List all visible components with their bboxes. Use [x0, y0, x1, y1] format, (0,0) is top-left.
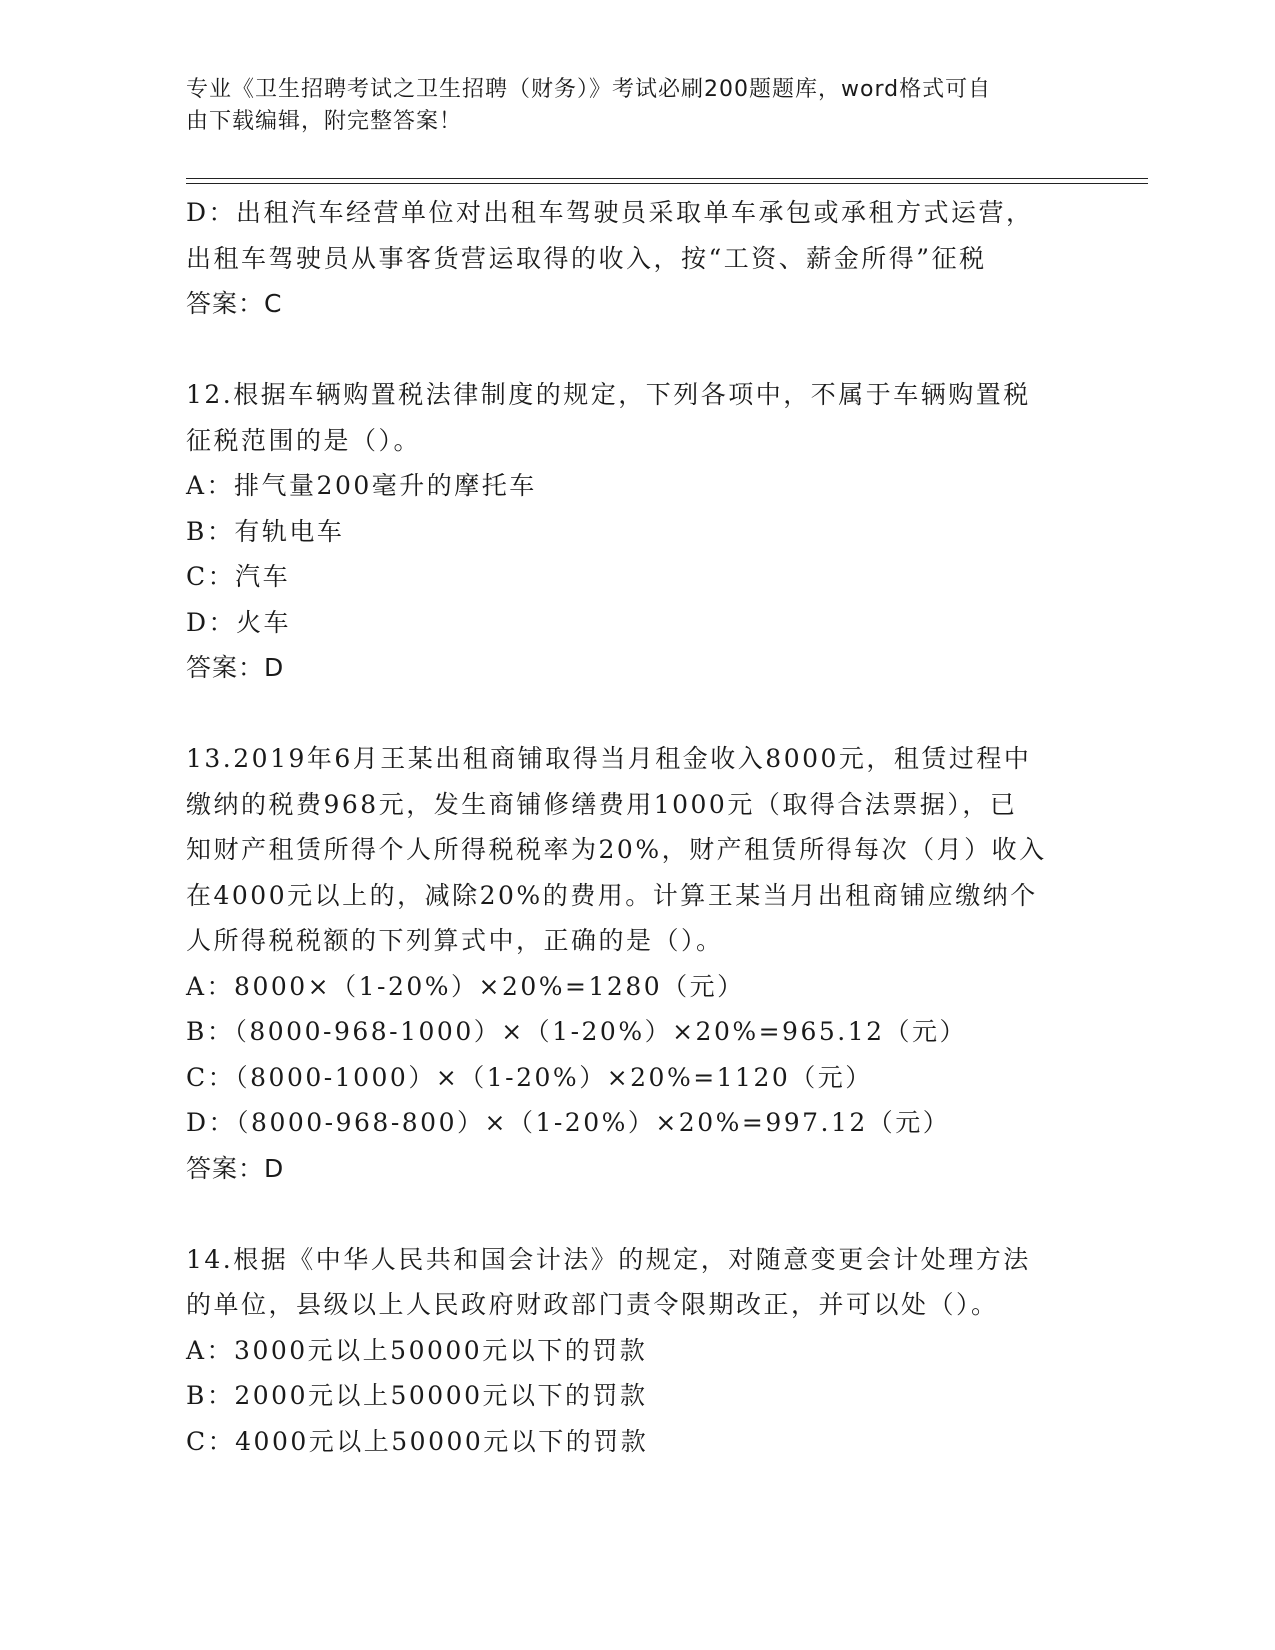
header-divider-top: [186, 178, 1148, 179]
spacer: [186, 1191, 1086, 1237]
q12-answer: 答案：D: [186, 653, 285, 682]
q11-option-d-line-1: D：出租汽车经营单位对出租车驾驶员采取单车承包或承租方式运营，: [186, 198, 1034, 227]
q13-stem-line-2: 缴纳的税费968元，发生商铺修缮费用1000元（取得合法票据），已: [186, 789, 1018, 819]
q13-option-c: C：（8000-1000）×（1-20%）×20%=1120（元）: [186, 1062, 873, 1092]
q13-answer: 答案：D: [186, 1153, 285, 1183]
q13-option-d: D：（8000-968-800）×（1-20%）×20%=997.12（元）: [186, 1108, 951, 1137]
q11-answer: 答案：C: [186, 289, 283, 318]
q13-stem-line-3: 知财产租赁所得个人所得税税率为20%，财产租赁所得每次（月）收入: [186, 835, 1047, 864]
q12-option-a: A：排气量200毫升的摩托车: [186, 471, 537, 500]
q12-stem-line-1: 12.根据车辆购置税法律制度的规定，下列各项中，不属于车辆购置税: [186, 380, 1031, 409]
q14-option-a: A：3000元以上50000元以下的罚款: [186, 1335, 648, 1365]
header-line-1: 专业《卫生招聘考试之卫生招聘（财务）》考试必刷200题题库，word格式可自: [186, 77, 992, 102]
header-line-2: 由下载编辑，附完整答案！: [186, 109, 463, 134]
spacer: [186, 327, 1086, 373]
q13-option-a: A：8000×（1-20%）×20%=1280（元）: [186, 971, 745, 1001]
q13-stem-line-5: 人所得税税额的下列算式中，正确的是（）。: [186, 926, 724, 955]
question-content: [186, 190, 1086, 1464]
document-header: [186, 74, 1066, 138]
q14-stem-line-1: 14.根据《中华人民共和国会计法》的规定，对随意变更会计处理方法: [186, 1244, 1031, 1274]
q13-stem-line-1: 13.2019年6月王某出租商铺取得当月租金收入8000元，租赁过程中: [186, 744, 1032, 773]
q12-option-c: C：汽车: [186, 562, 291, 591]
q12-option-d: D：火车: [186, 607, 292, 637]
question-11-tail: [186, 190, 1086, 327]
q14-option-c: C：4000元以上50000元以下的罚款: [186, 1426, 649, 1456]
q11-option-d-line-2: 出租车驾驶员从事客货营运取得的收入，按“工资、薪金所得”征税: [186, 243, 987, 273]
q13-option-b: B：（8000-968-1000）×（1-20%）×20%=965.12（元）: [186, 1017, 968, 1046]
spacer: [186, 691, 1086, 737]
q14-stem-line-2: 的单位，县级以上人民政府财政部门责令限期改正，并可以处（）。: [186, 1290, 999, 1319]
header-divider-bottom: [186, 183, 1148, 184]
q14-option-b: B：2000元以上50000元以下的罚款: [186, 1381, 648, 1410]
q12-stem-line-2: 征税范围的是（）。: [186, 425, 422, 455]
q12-option-b: B：有轨电车: [186, 516, 345, 546]
question-14: [186, 1237, 1086, 1465]
question-12: [186, 372, 1086, 691]
q13-stem-line-4: 在4000元以上的，减除20%的费用。计算王某当月出租商铺应缴纳个: [186, 880, 1038, 910]
question-13: [186, 736, 1086, 1191]
